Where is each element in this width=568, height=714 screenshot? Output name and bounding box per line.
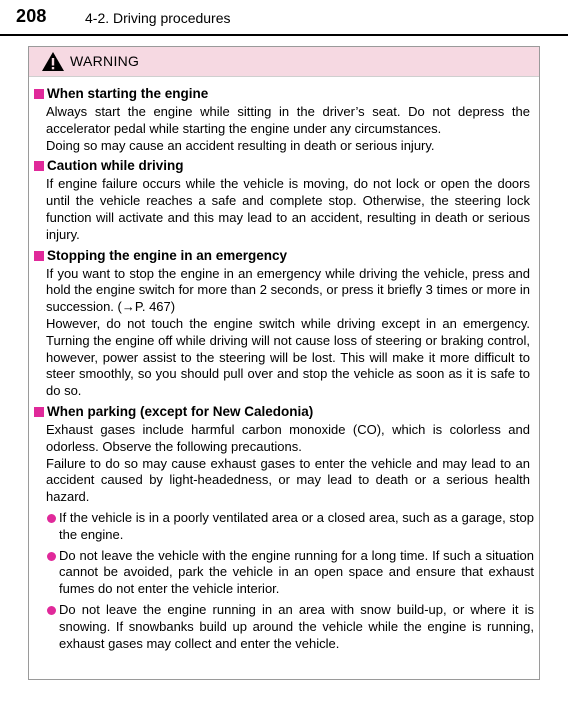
warning-box	[28, 46, 540, 680]
warning-label: WARNING	[70, 53, 140, 69]
paragraph: If engine failure occurs while the vehicle is moving, do not lock or open the doors until the vehicle reaches a safe and complete stop. Otherwise, the steering lock function will activate and this may lead to an accident, resulting in death or serious injury.	[46, 176, 530, 242]
square-bullet-icon	[34, 161, 44, 171]
paragraph: Failure to do so may cause exhaust gases to enter the vehicle and may lead to an accident caused by light-headedness, or may lead to death or a serious health hazard.	[46, 455, 530, 505]
square-bullet-icon	[34, 251, 44, 261]
paragraph: If you want to stop the engine in an emergency while driving the vehicle, press and hold the engine switch for more than 2 seconds, or press it briefly 3 times or more in succession. (→P. 467)	[46, 265, 530, 315]
paragraph: However, do not touch the engine switch while driving except in an emergency. Turning the engine off while driving will not cause loss of steering or braking control, however, power assist to the steering will be lost. This will make it more difficult to steer smoothly, so you should pull over and stop the vehicle as soon as it is safe to do so.	[46, 315, 530, 399]
section-heading: Stopping the engine in an emergency	[29, 247, 539, 266]
section-starting-engine	[29, 85, 539, 154]
section-caution-driving	[29, 157, 539, 243]
section-heading: When starting the engine	[29, 85, 539, 104]
section-heading: When parking (except for New Caledonia)	[29, 403, 539, 422]
paragraph: Exhaust gases include harmful carbon monoxide (CO), which is colorless and odorless. Observe the following precautions.	[46, 421, 530, 454]
section-parking	[29, 403, 539, 652]
section-heading: Caution while driving	[29, 157, 539, 176]
list-item: If the vehicle is in a poorly ventilated area or a closed area, such as a garage, stop the engine.	[46, 510, 534, 544]
section-title: 4-2. Driving procedures	[85, 10, 231, 26]
paragraph: Always start the engine while sitting in the driver’s seat. Do not depress the accelerator pedal while starting the engine under any circumstances.	[46, 104, 530, 136]
section-emergency-stop	[29, 247, 539, 400]
page-header	[0, 0, 568, 38]
list-item: Do not leave the vehicle with the engine running for a long time. If such a situation cannot be avoided, park the vehicle in an open space and ensure that exhaust fumes do not enter the vehicle interior.	[46, 548, 534, 598]
page-number: 208	[16, 6, 47, 26]
square-bullet-icon	[34, 407, 44, 417]
header-divider	[0, 34, 568, 36]
paragraph: Doing so may cause an accident resulting in death or serious injury.	[46, 137, 435, 153]
round-bullet-icon	[47, 514, 56, 523]
warning-header	[29, 47, 539, 77]
warning-content	[29, 85, 539, 655]
list-item: Do not leave the engine running in an area with snow build-up, or where it is snowing. If snowbanks build up around the vehicle while the engine is running, exhaust gases may collect and enter the vehicle.	[46, 602, 534, 652]
warning-triangle-icon	[41, 51, 65, 72]
round-bullet-icon	[47, 606, 56, 615]
square-bullet-icon	[34, 89, 44, 99]
round-bullet-icon	[47, 552, 56, 561]
